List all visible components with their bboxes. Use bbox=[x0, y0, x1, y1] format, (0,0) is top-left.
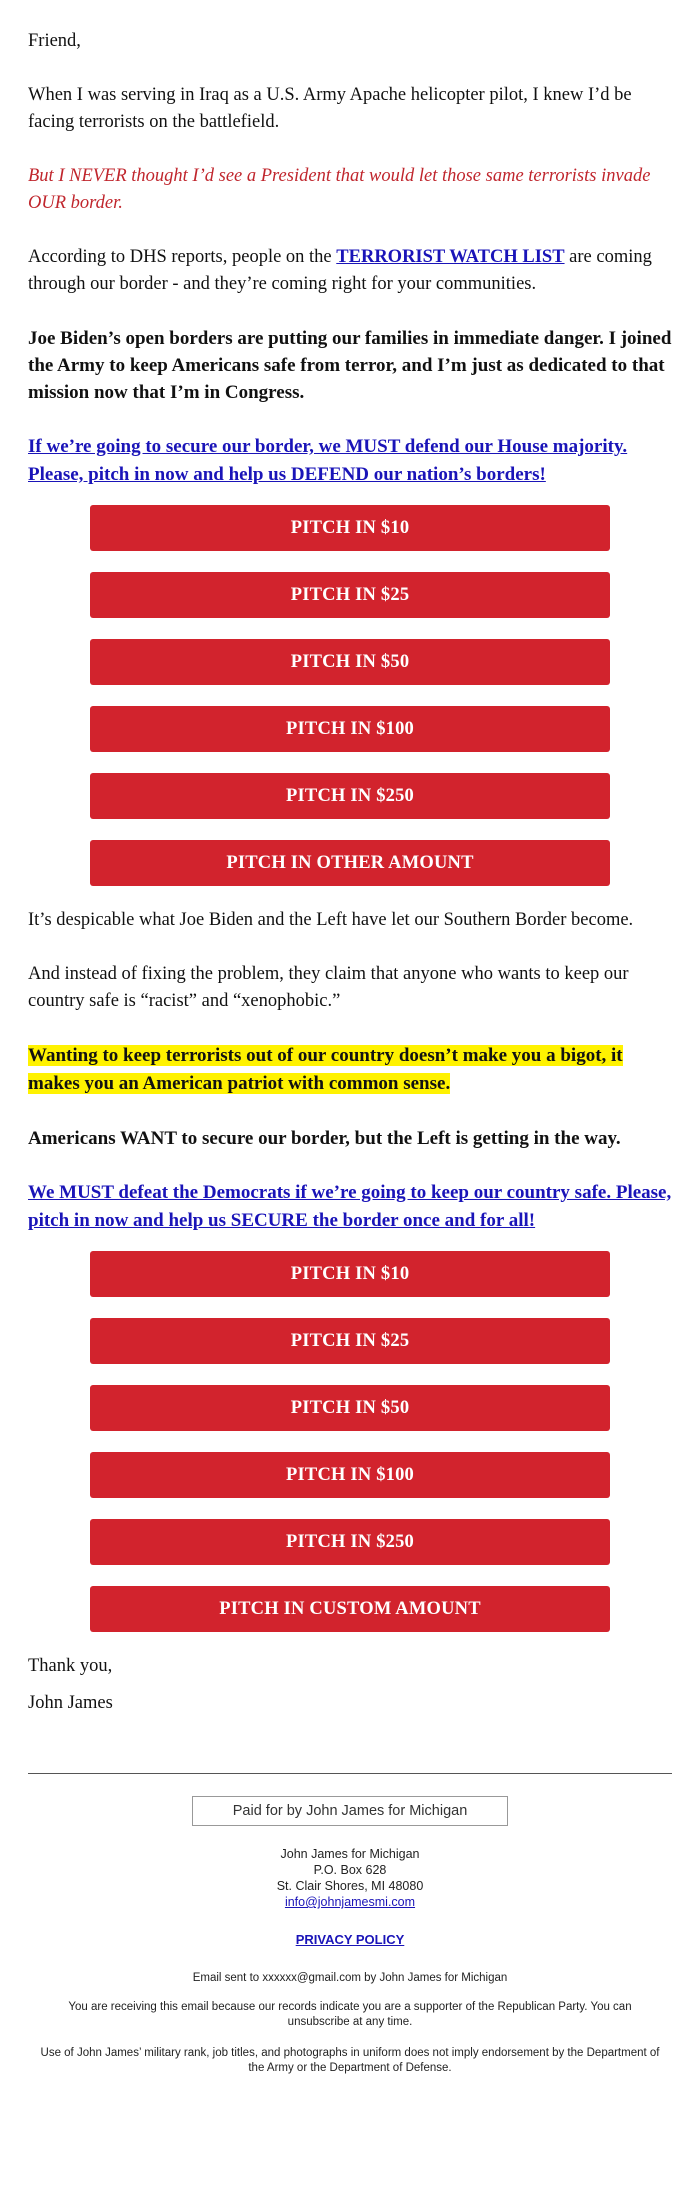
pitch-in-25-button-2[interactable]: PITCH IN $25 bbox=[90, 1318, 610, 1364]
privacy-policy-link[interactable]: PRIVACY POLICY bbox=[295, 1932, 405, 1947]
pitch-in-250-button[interactable]: PITCH IN $250 bbox=[90, 773, 610, 819]
pitch-in-100-button-2[interactable]: PITCH IN $100 bbox=[90, 1452, 610, 1498]
sent-to-text: Email sent to xxxxxx@gmail.com by John James for Michigan bbox=[192, 1972, 508, 1984]
military-disclaimer: Use of John James’ military rank, job titles, and photographs in uniform does not imply endorsement by the Department of the Army or the Department of Defense. bbox=[40, 2047, 660, 2074]
paragraph-despicable: It’s despicable what Joe Biden and the Left have let our Southern Border become. bbox=[28, 910, 634, 930]
donation-buttons-1 bbox=[28, 505, 672, 907]
greeting: Friend, bbox=[28, 31, 81, 51]
closing: Thank you, bbox=[28, 1656, 113, 1676]
mailing-address bbox=[40, 1846, 660, 1910]
paid-for-box: Paid for by John James for Michigan bbox=[192, 1796, 509, 1826]
pitch-in-25-button[interactable]: PITCH IN $25 bbox=[90, 572, 610, 618]
pitch-in-250-button-2[interactable]: PITCH IN $250 bbox=[90, 1519, 610, 1565]
unsubscribe-notice: You are receiving this email because our records indicate you are a supporter of the Republican Party. You can unsubscribe at any time. bbox=[68, 2001, 632, 2028]
pitch-in-10-button-2[interactable]: PITCH IN $10 bbox=[90, 1251, 610, 1297]
dhs-text-before: According to DHS reports, people on the bbox=[28, 247, 337, 267]
po-box: P.O. Box 628 bbox=[313, 1863, 387, 1877]
highlighted-patriot-text: Wanting to keep terrorists out of our country doesn’t make you a bigot, it makes you an American patriot with common sense. bbox=[28, 1045, 623, 1094]
cta-link-secure[interactable]: We MUST defeat the Democrats if we’re going to keep our country safe. Please, pitch in now and help us SECURE the border once and for all! bbox=[28, 1182, 672, 1231]
pitch-in-other-amount-button[interactable]: PITCH IN OTHER AMOUNT bbox=[90, 840, 610, 886]
terrorist-watch-list-link[interactable]: TERRORIST WATCH LIST bbox=[336, 247, 565, 267]
contact-email-link[interactable]: info@johnjamesmi.com bbox=[284, 1895, 416, 1909]
city-state-zip: St. Clair Shores, MI 48080 bbox=[276, 1879, 424, 1893]
cta-link-defend[interactable]: If we’re going to secure our border, we MUST defend our House majority. Please, pitch in now and help us DEFEND our nation’s borders! bbox=[28, 436, 628, 485]
signature: John James bbox=[28, 1693, 113, 1713]
footer bbox=[0, 1774, 700, 2076]
pitch-in-50-button-2[interactable]: PITCH IN $50 bbox=[90, 1385, 610, 1431]
paragraph-dhs bbox=[28, 244, 672, 298]
paragraph-president: But I NEVER thought I’d see a President that would let those same terrorists invade OUR border. bbox=[28, 166, 651, 213]
paragraph-americans-want: Americans WANT to secure our border, but the Left is getting in the way. bbox=[28, 1128, 621, 1149]
pitch-in-50-button[interactable]: PITCH IN $50 bbox=[90, 639, 610, 685]
donation-buttons-2 bbox=[28, 1251, 672, 1653]
paragraph-racist: And instead of fixing the problem, they claim that anyone who wants to keep our country safe is “racist” and “xenophobic.” bbox=[28, 964, 629, 1011]
paragraph-open-borders: Joe Biden’s open borders are putting our families in immediate danger. I joined the Army to keep Americans safe from terror, and I’m just as dedicated to that mission now that I’m in Congress. bbox=[28, 328, 672, 403]
paragraph-iraq: When I was serving in Iraq as a U.S. Army Apache helicopter pilot, I knew I’d be facing terrorists on the battlefield. bbox=[28, 85, 632, 132]
pitch-in-10-button[interactable]: PITCH IN $10 bbox=[90, 505, 610, 551]
org-name: John James for Michigan bbox=[280, 1847, 420, 1861]
dhs-text-after: are coming through our border - and they’re coming right for your communities. bbox=[28, 247, 652, 294]
pitch-in-100-button[interactable]: PITCH IN $100 bbox=[90, 706, 610, 752]
pitch-in-custom-amount-button[interactable]: PITCH IN CUSTOM AMOUNT bbox=[90, 1586, 610, 1632]
